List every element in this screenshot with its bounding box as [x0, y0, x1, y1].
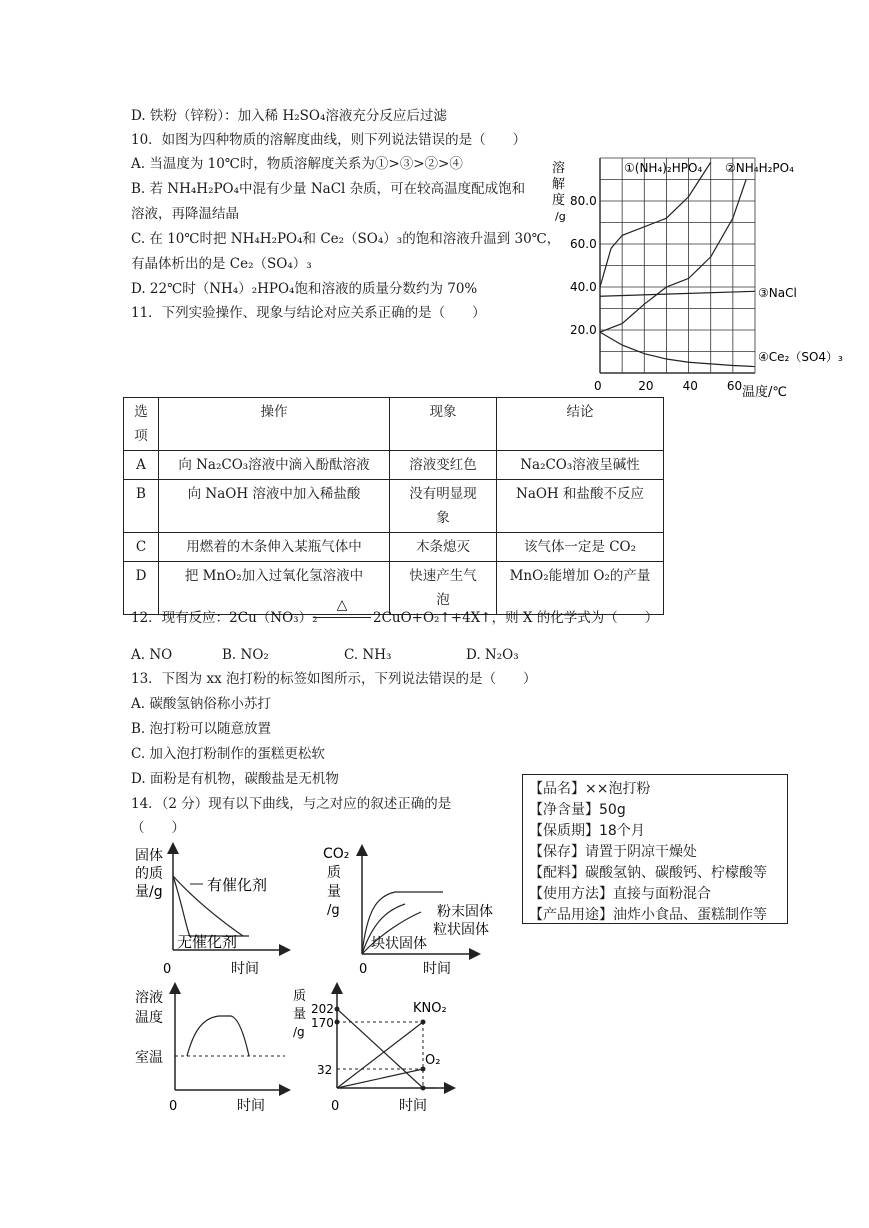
solubility-ticks — [570, 194, 742, 393]
label-kno2: KNO₂ — [413, 1001, 447, 1016]
graph-mass — [285, 982, 465, 1117]
xlabel: 时间 — [237, 1098, 265, 1114]
origin-label: 0 — [169, 1099, 178, 1114]
label-purpose: 【产品用途】油炸小食品、蛋糕制作等 — [529, 907, 767, 923]
ylabel-line1: 固体 — [135, 848, 163, 864]
room-temp-tick: 室温 — [135, 1050, 163, 1066]
table-row — [124, 562, 664, 615]
solubility-chart — [540, 150, 850, 400]
origin-label: 0 — [163, 962, 172, 977]
q13-option-a: A. 碳酸氢钠俗称小苏打 — [131, 696, 271, 712]
q10-option-b-cont: 溶液，再降温结晶 — [131, 206, 239, 222]
table-row — [124, 480, 664, 533]
q10-option-c: C. 在 10℃时把 NH₄H₂PO₄和 Ce₂（SO₄）₃的饱和溶液升温到 30℃， — [131, 231, 561, 247]
ylabel-line4: /g — [327, 903, 340, 918]
reaction-arrow — [313, 614, 371, 618]
q13-option-b: B. 泡打粉可以随意放置 — [131, 721, 272, 737]
label-granular: 粒状固体 — [433, 922, 489, 938]
solubility-grid — [600, 158, 755, 373]
label-ingredients: 【配料】碳酸氢钠、碳酸钙、柠檬酸等 — [529, 865, 767, 881]
question-13: 13．下图为 xx 泡打粉的标签如图所示，下列说法错误的是（ ） — [131, 671, 537, 687]
series-line-1 — [600, 162, 711, 287]
ylabel-line1: CO₂ — [323, 846, 350, 862]
y-tick-label: 40.0 — [570, 280, 597, 294]
xlabel: 时间 — [399, 1098, 427, 1114]
table-row — [124, 451, 664, 480]
question-14: 14．（2 分）现有以下曲线，与之对应的叙述正确的是 — [131, 796, 452, 812]
row-b-phenomenon: 没有明显现 象 — [390, 480, 497, 533]
q13-option-c: C. 加入泡打粉制作的蛋糕更松软 — [131, 746, 325, 762]
header-operation: 操作 — [159, 398, 390, 451]
ylabel-line2: 质 — [327, 865, 341, 881]
series-line-3 — [600, 291, 755, 296]
heat-symbol: △ — [336, 597, 348, 613]
row-d-option: D — [124, 562, 159, 615]
ylabel-line2: 的质 — [135, 866, 163, 882]
row-a-operation: 向 Na₂CO₃溶液中滴入酚酞溶液 — [159, 451, 390, 480]
label-without-catalyst: 无催化剂 — [177, 933, 238, 951]
q9-option-d: D. 铁粉（锌粉）：加入稀 H₂SO₄溶液充分反应后过滤 — [131, 108, 447, 124]
q13-option-d: D. 面粉是有机物，碳酸盐是无机物 — [131, 771, 339, 787]
experiment-table — [123, 397, 664, 615]
y-tick-label: 60.0 — [570, 237, 597, 251]
ylabel-line3: 量/g — [135, 884, 163, 900]
label-with-catalyst: 有催化剂 — [207, 876, 268, 894]
series-label-4: ④Ce₂（SO4）₃ — [758, 350, 843, 364]
label-usage: 【使用方法】直接与面粉混合 — [529, 886, 711, 902]
q12-option-d: D. N₂O₃ — [466, 647, 519, 663]
y-axis-label-3: 度 — [552, 193, 566, 208]
y-axis-label-2: 解 — [552, 177, 566, 192]
table-row — [124, 533, 664, 562]
series-label-1: ①(NH₄)₂HPO₄ — [624, 161, 703, 175]
label-powder: 粉末固体 — [437, 904, 493, 920]
question-11: 11．下列实验操作、现象与结论对应关系正确的是（ ） — [131, 305, 486, 321]
graph-solution-temperature — [125, 982, 295, 1117]
table-header-row — [124, 398, 664, 451]
reaction-condition — [313, 596, 371, 618]
series-label-2: ②NH₄H₂PO₄ — [725, 161, 794, 175]
graph-catalyst — [125, 840, 295, 980]
x-tick-label: 20 — [638, 379, 654, 393]
y-tick-label: 20.0 — [570, 323, 597, 337]
x-tick-label: 40 — [682, 379, 698, 393]
label-net-weight: 【净含量】50g — [529, 802, 626, 818]
xlabel: 时间 — [231, 961, 259, 977]
label-block: 块状固体 — [371, 936, 427, 952]
row-b-conclusion: NaOH 和盐酸不反应 — [497, 480, 664, 533]
series-label-3: ③NaCl — [758, 286, 797, 300]
row-b-option: B — [124, 480, 159, 533]
label-o2: O₂ — [425, 1053, 441, 1068]
q10-option-a: A. 当温度为 10℃时，物质溶解度关系为①>③>②>④ — [131, 156, 463, 172]
label-name: 【品名】××泡打粉 — [529, 781, 651, 797]
xlabel: 时间 — [423, 961, 451, 977]
label-shelf-life: 【保质期】18个月 — [529, 823, 645, 839]
row-a-conclusion: Na₂CO₃溶液呈碱性 — [497, 451, 664, 480]
ylabel-line3: 量 — [327, 884, 341, 900]
q10-option-b: B. 若 NH₄H₂PO₄中混有少量 NaCl 杂质，可在较高温度配成饱和 — [131, 181, 526, 197]
y-axis-label-4: /g — [555, 210, 566, 223]
series-line-4 — [600, 332, 755, 366]
origin-label: 0 — [331, 1099, 340, 1114]
question-12-left: 12．现有反应：2Cu（NO₃）₂ — [131, 610, 318, 626]
temperature-curve — [187, 1016, 249, 1056]
tick-202: 202 — [311, 1002, 334, 1016]
origin-label: 0 — [359, 962, 368, 977]
y-axis-label-1: 溶 — [552, 161, 566, 176]
ylabel-line3: /g — [293, 1025, 305, 1039]
row-a-option: A — [124, 451, 159, 480]
ylabel-line1: 溶液 — [135, 990, 163, 1006]
tick-170: 170 — [311, 1016, 334, 1030]
q10-option-d: D. 22℃时（NH₄）₂HPO₄饱和溶液的质量分数约为 70% — [131, 281, 478, 297]
line-reactant — [337, 1009, 423, 1088]
x-tick-label: 60 — [726, 379, 743, 393]
header-conclusion: 结论 — [497, 398, 664, 451]
ylabel-line2: 量 — [293, 1007, 307, 1022]
baking-powder-label — [522, 774, 788, 924]
q10-option-c-cont: 有晶体析出的是 Ce₂（SO₄）₃ — [131, 256, 312, 272]
row-c-operation: 用燃着的木条伸入某瓶气体中 — [159, 533, 390, 562]
header-phenomenon: 现象 — [390, 398, 497, 451]
header-option: 选 项 — [124, 398, 159, 451]
x-axis-label: 温度/℃ — [742, 385, 787, 400]
question-10: 10．如图为四种物质的溶解度曲线，则下列说法错误的是（ ） — [131, 132, 527, 148]
row-c-option: C — [124, 533, 159, 562]
row-b-operation: 向 NaOH 溶液中加入稀盐酸 — [159, 480, 390, 533]
x-tick-label: 0 — [594, 379, 602, 393]
row-a-phenomenon: 溶液变红色 — [390, 451, 497, 480]
row-c-conclusion: 该气体一定是 CO₂ — [497, 533, 664, 562]
ylabel-line2: 温度 — [135, 1010, 163, 1026]
q12-option-c: C. NH₃ — [344, 647, 392, 663]
label-storage: 【保存】请置于阴凉干燥处 — [529, 844, 697, 860]
question-14-blank: （ ） — [131, 820, 185, 836]
solubility-curves — [600, 162, 755, 366]
row-d-conclusion: MnO₂能增加 O₂的产量 — [497, 562, 664, 615]
row-c-phenomenon: 木条熄灭 — [390, 533, 497, 562]
row-d-operation: 把 MnO₂加入过氧化氢溶液中 — [159, 562, 390, 615]
question-12-right: 2CuO+O₂↑+4X↑，则 X 的化学式为（ ） — [373, 610, 659, 626]
graph-co2 — [315, 840, 515, 980]
row-d-phenomenon: 快速产生气 泡 — [390, 562, 497, 615]
q12-option-b: B. NO₂ — [222, 647, 269, 663]
tick-32: 32 — [317, 1063, 333, 1077]
y-tick-label: 80.0 — [570, 194, 597, 208]
ylabel-line1: 质 — [293, 989, 307, 1004]
q12-option-a: A. NO — [131, 647, 173, 663]
